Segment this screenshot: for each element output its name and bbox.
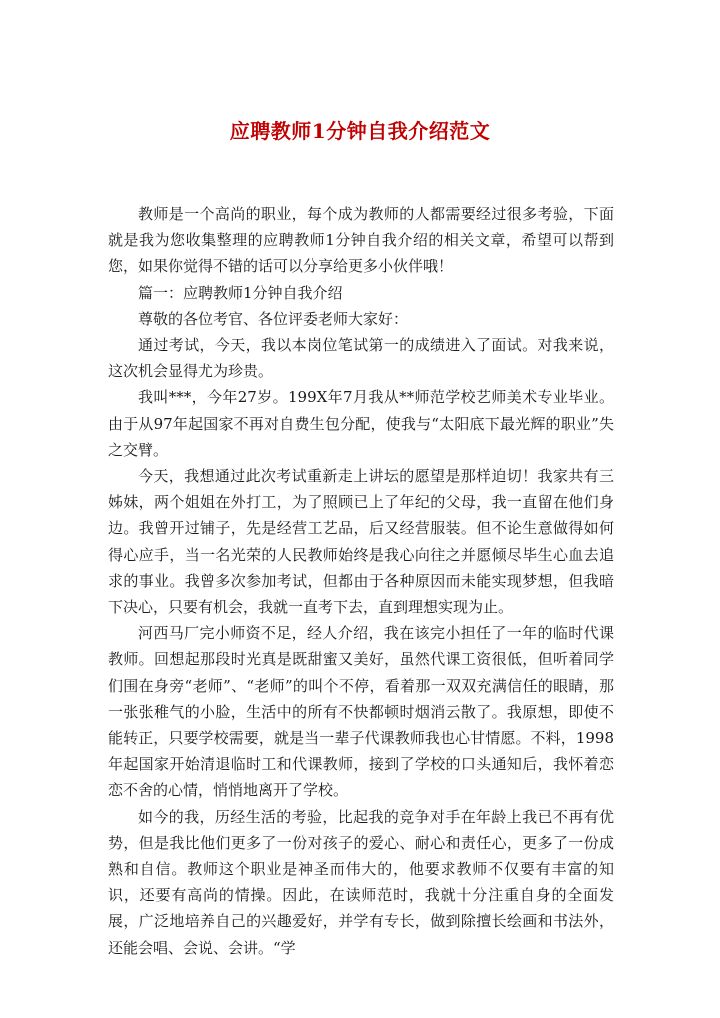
- paragraph: 今天，我想通过此次考试重新走上讲坛的愿望是那样迫切！我家共有三姊妹，两个姐姐在外打工，为了照顾已上了年纪的父母，我一直留在他们身边。我曾开过铺子，先是经营工艺品，后又经营服装。但不论生意做得如何得心应手，当一名光荣的人民教师始终是我心向往之并愿倾尽毕生心血去追求的事业。我曾多次参加考试，但都由于各种原因而未能实现梦想，但我暗下决心，只要有机会，我就一直考下去，直到理想实现为止。: [108, 467, 614, 617]
- paragraph-greeting: 尊敬的各位考官、各位评委老师大家好：: [138, 309, 409, 328]
- paragraph: 通过考试，今天，我以本岗位笔试第一的成绩进入了面试。对我来说，这次机会显得尤为珍贵。: [108, 336, 614, 381]
- document-title: 应聘教师1分钟自我介绍范文: [229, 119, 491, 143]
- paragraph-section-heading: 篇一：应聘教师1分钟自我介绍: [138, 283, 343, 302]
- paragraph: 河西马厂完小师资不足，经人介绍，我在该完小担任了一年的临时代课教师。回想起那段时光真是既甜蜜又美好，虽然代课工资很低，但听着同学们围在身旁“老师”、“老师”的叫个不停，看着那一双双充满信任的眼睛，那一张张稚气的小脸，生活中的所有不快都顿时烟消云散了。我原想，即使不能转正，只要学校需要，就是当一辈子代课教师我也心甘情愿。不料，1998年起国家开始清退临时工和代课教师，接到了学校的口头通知后，我怀着恋恋不舍的心情，悄悄地离开了学校。: [108, 624, 614, 800]
- paragraph-intro: 教师是一个高尚的职业，每个成为教师的人都需要经过很多考验，下面就是我为您收集整理的应聘教师1分钟自我介绍的相关文章，希望可以帮到您，如果你觉得不错的话可以分享给更多小伙伴哦！: [108, 205, 614, 276]
- paragraph: 我叫***，今年27岁。199X年7月我从**师范学校艺师美术专业毕业。由于从97年起国家不再对自费生包分配，使我与“太阳底下最光辉的职业”失之交臂。: [108, 388, 614, 459]
- paragraph: 如今的我，历经生活的考验，比起我的竞争对手在年龄上我已不再有优势，但是我比他们更多了一份对孩子的爱心、耐心和责任心，更多了一份成熟和自信。教师这个职业是神圣而伟大的，他要求教师不仅要有丰富的知识，还要有高尚的情操。因此，在读师范时，我就十分注重自身的全面发展，广泛地培养自己的兴趣爱好，并学有专长，做到除擅长绘画和书法外，还能会唱、会说、会讲。“学: [108, 807, 614, 957]
- document-body: [108, 201, 614, 961]
